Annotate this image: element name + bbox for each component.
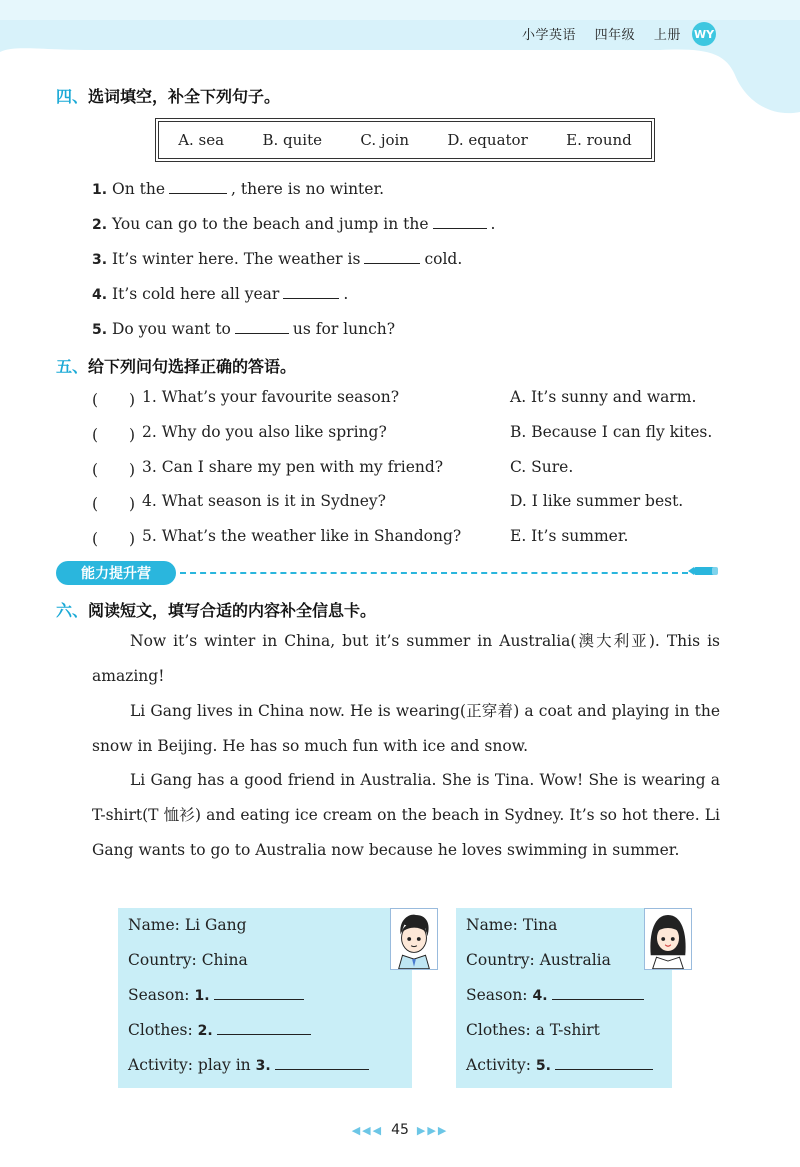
answer-option: E. It’s summer. [510,527,629,545]
fill-sentence-5 [92,320,395,338]
answer-parentheses[interactable]: ( ) [92,495,136,513]
ability-banner: 能力提升营 [56,561,176,585]
answer-option: D. I like summer best. [510,492,684,510]
answer-blank[interactable] [235,320,289,334]
card-name: Name: Li Gang [128,916,247,934]
card-clothes: Clothes: a T-shirt [466,1021,600,1039]
word-options-box [158,121,652,159]
answer-option: B. Because I can fly kites. [510,423,713,441]
girl-avatar-icon [644,908,692,970]
option-a: A. sea [178,131,225,149]
blank-number: 4. [532,988,548,1004]
sentence-text: . [343,285,349,303]
card-clothes [128,1021,315,1039]
info-card-li-gang [118,908,412,1088]
section-6-number: 六、 [56,601,89,620]
card-season [466,986,648,1004]
fill-sentence-1 [92,180,384,198]
boy-avatar-icon [390,908,438,970]
sentence-text: It’s winter here. The weather is [112,250,361,268]
answer-option: A. It’s sunny and warm. [510,388,697,406]
dashed-divider [180,572,688,574]
answer-blank[interactable] [433,215,487,229]
fill-sentence-2 [92,215,495,233]
answer-blank[interactable] [214,986,304,1000]
paragraph-text: Li Gang has a good friend in Australia. She is Tina. Wow! She is wearing a T-shirt(T 恤衫) and eating ice cream on the beach in Sydney. It’s so hot there. Li Gang wants to go to Australia now because he loves swimming in summer. [92,771,720,859]
subject-label: 小学英语 [522,28,577,43]
card-name: Name: Tina [466,916,558,934]
page-footer [0,1122,800,1138]
sentence-text: It’s cold here all year [112,285,280,303]
answer-blank[interactable] [217,1021,311,1035]
card-country: Country: China [128,951,248,969]
sentence-text: us for lunch? [292,320,396,338]
item-number: 5. [92,322,108,338]
field-label: Activity: play in [128,1056,251,1074]
blank-number: 3. [255,1058,271,1074]
answer-blank[interactable] [169,180,227,194]
item-number: 2. [92,217,108,233]
question-text: 3. Can I share my pen with my friend? [142,458,444,476]
answer-option: C. Sure. [510,458,574,476]
pencil-icon [688,565,720,577]
answer-blank[interactable] [364,250,420,264]
paragraph-text: Now it’s winter in China, but it’s summer in Australia(澳大利亚). This is amazing! [92,632,720,685]
answer-blank[interactable] [283,285,339,299]
volume-label: 上册 [653,28,681,43]
publisher-badge: WY [692,22,716,46]
info-card-tina [456,908,672,1088]
section-6-instruction: 阅读短文，填写合适的内容补全信息卡。 [88,601,377,620]
answer-parentheses[interactable]: ( ) [92,426,136,444]
card-season [128,986,308,1004]
answer-blank[interactable] [552,986,644,1000]
answer-blank[interactable] [555,1056,653,1070]
sentence-text: Do you want to [112,320,231,338]
card-country: Country: Australia [466,951,611,969]
sentence-text: . [490,215,496,233]
reading-paragraph-3 [92,763,720,867]
right-arrows-icon: ▶▶▶ [416,1124,449,1137]
answer-parentheses[interactable]: ( ) [92,461,136,479]
sentence-text: On the [112,180,166,198]
left-arrows-icon: ◀◀◀ [351,1124,384,1137]
blank-number: 5. [535,1058,551,1074]
card-activity [128,1056,373,1074]
option-b: B. quite [262,131,322,149]
paragraph-text: Li Gang lives in China now. He is wearing(正穿着) a coat and playing in the snow in Beijing. He has so much fun with ice and snow. [92,702,720,755]
section-5-title [56,354,296,377]
item-number: 4. [92,287,108,303]
blank-number: 2. [197,1023,213,1039]
reading-paragraph-2 [92,694,720,764]
answer-parentheses[interactable]: ( ) [92,530,136,548]
field-label: Season: [466,986,528,1004]
question-text: 4. What season is it in Sydney? [142,492,386,510]
option-d: D. equator [447,131,528,149]
section-5-instruction: 给下列问句选择正确的答语。 [88,357,297,376]
section-4-instruction: 选词填空，补全下列句子。 [88,87,281,106]
section-6-title [56,598,376,621]
blank-number: 1. [194,988,210,1004]
field-label: Clothes: [128,1021,193,1039]
option-c: C. join [360,131,410,149]
header-wave-decoration [0,0,800,130]
page-number: 45 [391,1122,409,1138]
grade-label: 四年级 [594,28,636,43]
question-text: 1. What’s your favourite season? [142,388,400,406]
book-info [522,24,695,43]
question-text: 2. Why do you also like spring? [142,423,387,441]
item-number: 1. [92,182,108,198]
fill-sentence-3 [92,250,462,268]
item-number: 3. [92,252,108,268]
answer-blank[interactable] [275,1056,369,1070]
card-activity [466,1056,657,1074]
reading-paragraph-1 [92,624,720,694]
option-e: E. round [566,131,632,149]
section-4-number: 四、 [56,87,89,106]
field-label: Season: [128,986,190,1004]
section-5-number: 五、 [56,357,89,376]
sentence-text: You can go to the beach and jump in the [112,215,429,233]
question-text: 5. What’s the weather like in Shandong? [142,527,462,545]
answer-parentheses[interactable]: ( ) [92,391,136,409]
sentence-text: , there is no winter. [231,180,385,198]
sentence-text: cold. [424,250,463,268]
fill-sentence-4 [92,285,348,303]
field-label: Activity: [466,1056,531,1074]
section-4-title [56,84,280,107]
